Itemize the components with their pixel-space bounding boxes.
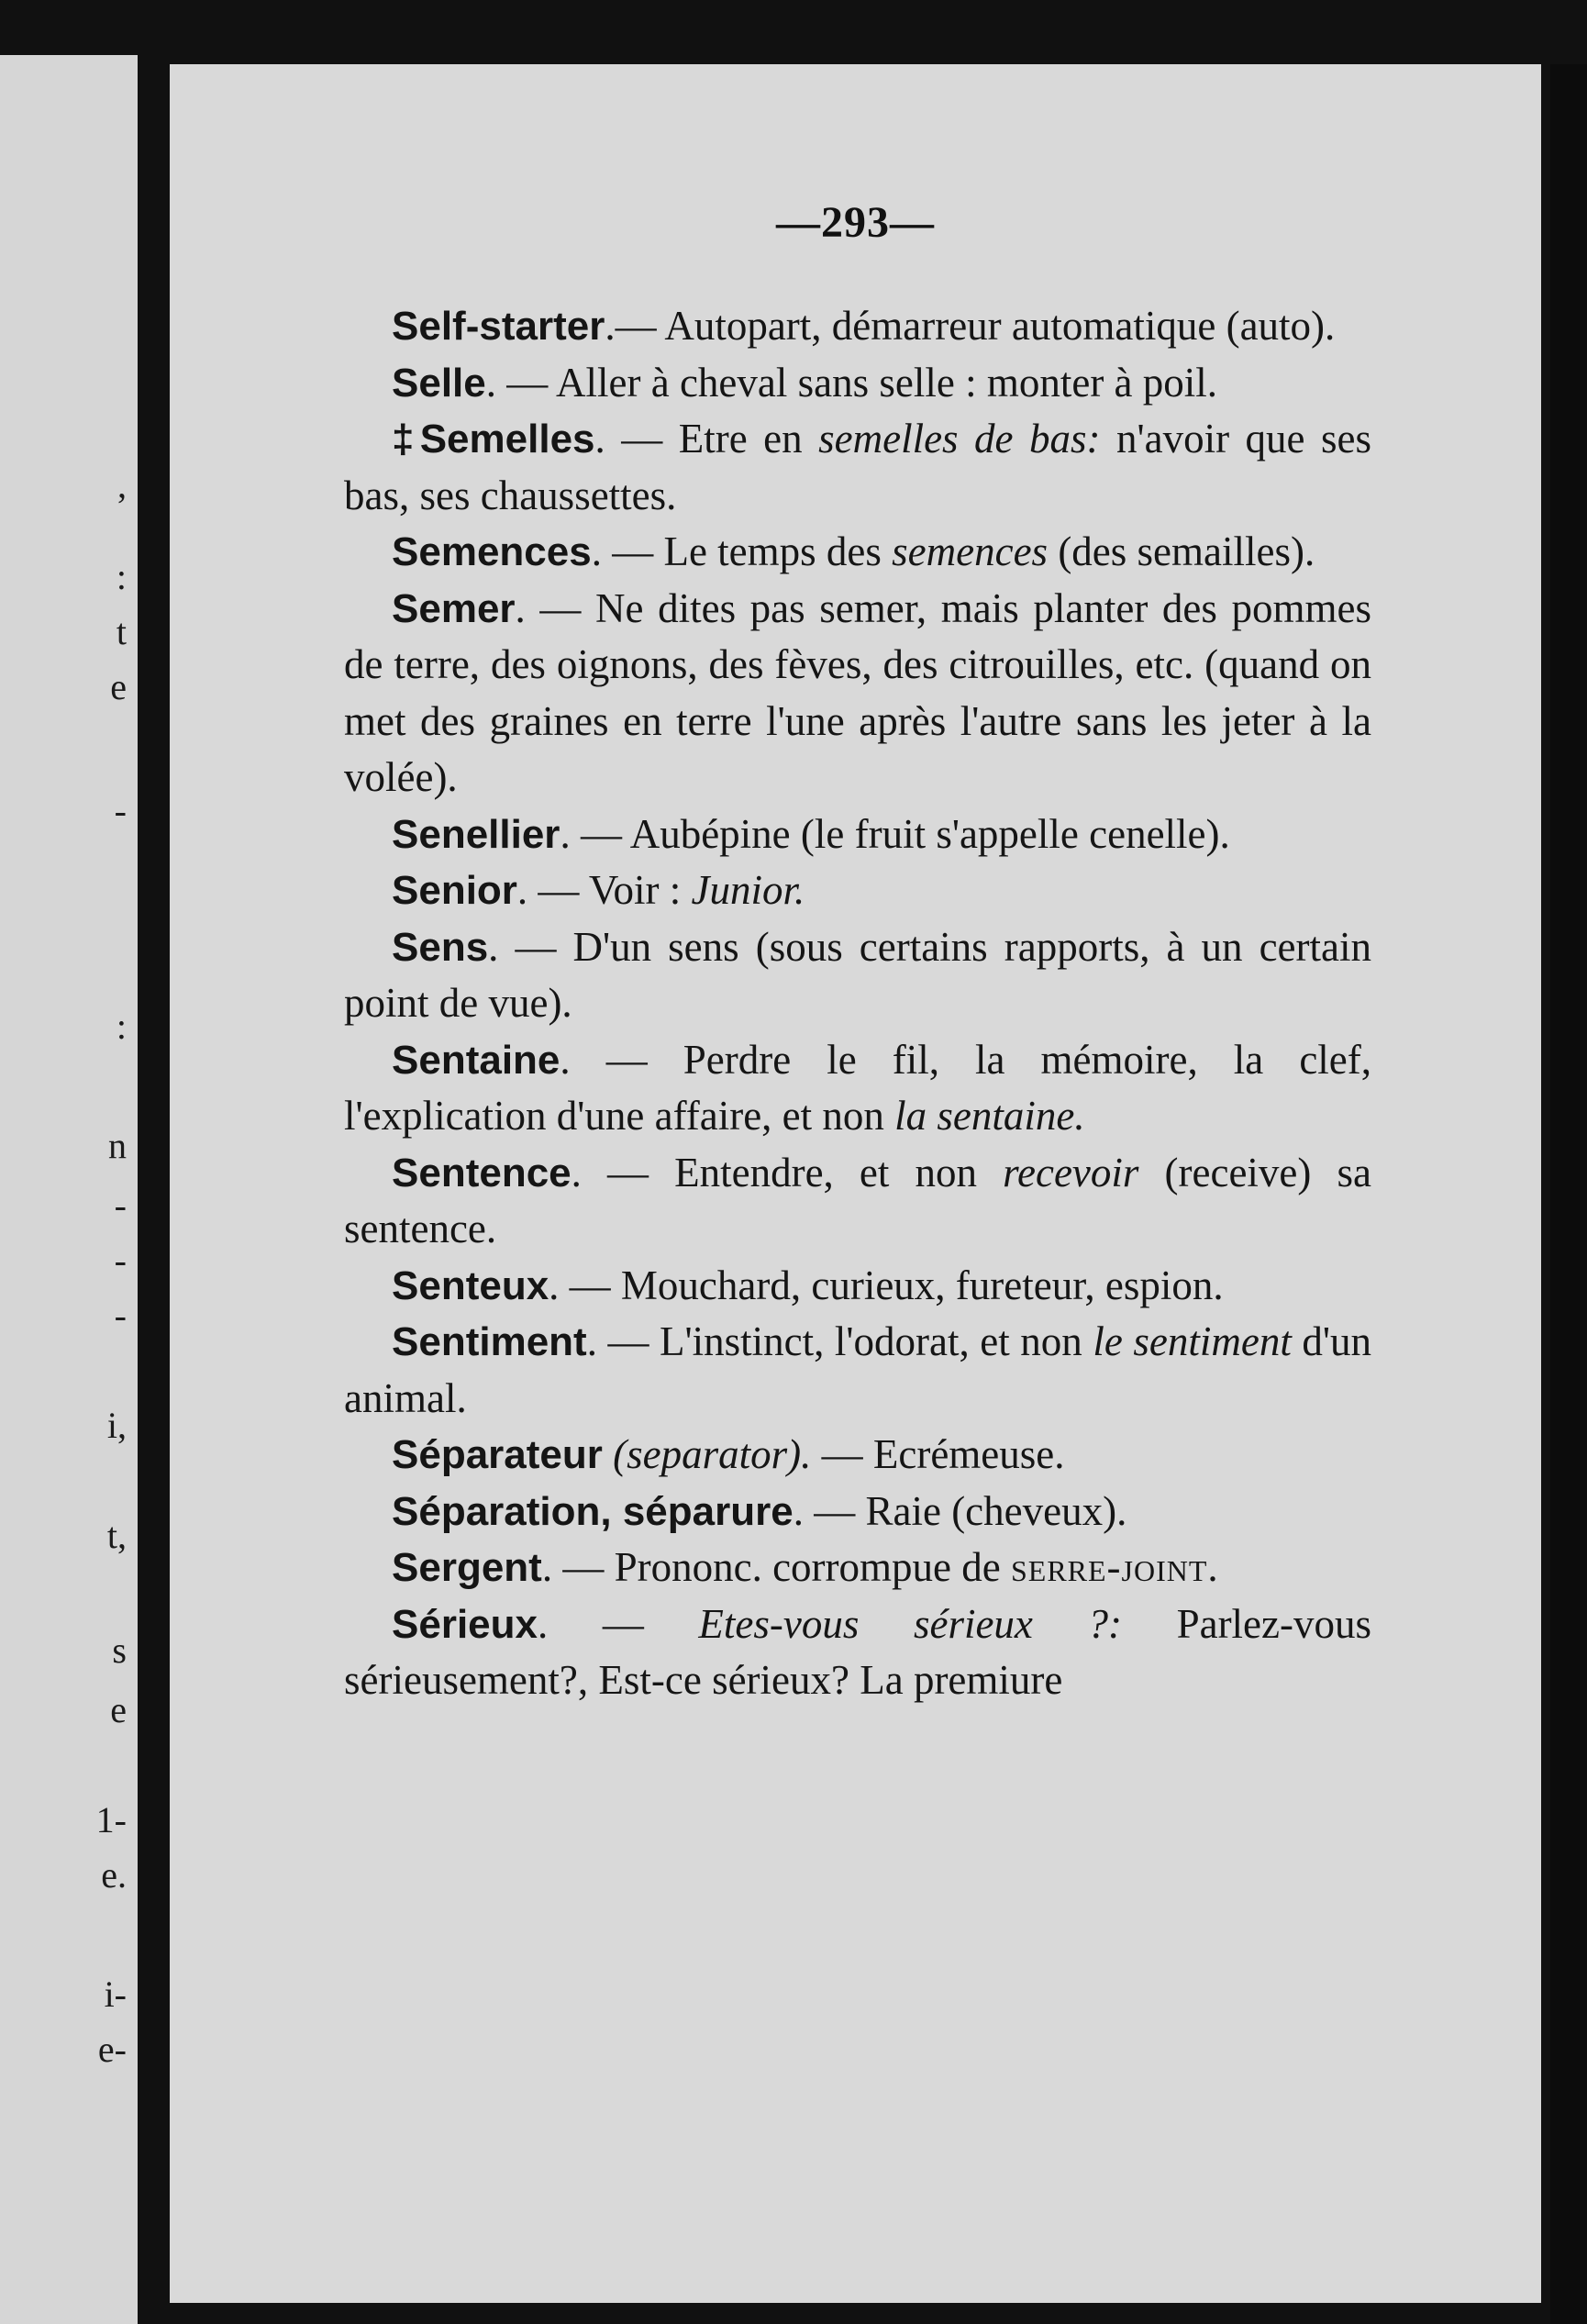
- left-fragment: i-: [104, 1974, 127, 2015]
- left-fragment: ,: [117, 464, 127, 506]
- left-fragment: e: [110, 1689, 127, 1730]
- entry-self-starter: Self-starter.— Autopart, démarreur automatique (auto).: [392, 303, 1336, 349]
- left-fragment: -: [114, 1295, 127, 1336]
- dictionary-entries: [344, 298, 1371, 1709]
- left-fragment: e: [110, 666, 127, 707]
- entry-sentence: Sentence. — Entendre, et non recevoir (receive) sa sentence.: [344, 1149, 1371, 1251]
- left-fragment: t,: [106, 1515, 127, 1556]
- left-fragment: e.: [101, 1854, 127, 1896]
- entry-serieux: Sérieux. — Etes-vous sérieux ?: Parlez-vous sérieusement?, Est-ce sérieux? La premiure: [344, 1600, 1372, 1703]
- left-fragment: -: [114, 790, 127, 831]
- entry-separateur: Séparateur (separator). — Ecrémeuse.: [392, 1431, 1065, 1477]
- left-fragment: i,: [106, 1405, 127, 1446]
- page-number: —293—: [776, 198, 935, 247]
- entry-semelles: ‡Semelles. — Etre en semelles de bas: n'avoir que ses bas, ses chaussettes.: [344, 416, 1371, 518]
- left-fragment: -: [114, 1240, 127, 1281]
- entry-selle: Selle. — Aller à cheval sans selle : monter à poil.: [392, 359, 1218, 406]
- left-fragment: t: [116, 611, 127, 652]
- entry-semences: Semences. — Le temps des semences (des semailles).: [392, 528, 1315, 574]
- entry-semer: Semer. — Ne dites pas semer, mais planter des pommes de terre, des oignons, des fèves, des citrouilles, etc. (quand on met des graines en terre l'une après l'autre sans les jeter à la volée).: [344, 584, 1371, 800]
- entry-separation: Séparation, séparure. — Raie (cheveux).: [392, 1487, 1127, 1534]
- entry-senellier: Senellier. — Aubépine (le fruit s'appelle cenelle).: [392, 810, 1230, 857]
- adjacent-page-edge: [0, 55, 138, 2324]
- left-fragment: n: [108, 1125, 127, 1166]
- entry-sentaine: Sentaine. — Perdre le fil, la mémoire, la clef, l'explication d'une affaire, et non la sentaine.: [344, 1036, 1371, 1139]
- left-fragment: s: [112, 1629, 127, 1671]
- left-fragment: 1-: [95, 1799, 127, 1840]
- book-page: [170, 64, 1541, 2303]
- left-fragment: e-: [97, 2029, 127, 2070]
- entry-sentiment: Sentiment. — L'instinct, l'odorat, et non le sentiment d'un animal.: [344, 1318, 1371, 1421]
- left-fragment: :: [116, 556, 127, 597]
- left-fragment: -: [114, 1184, 127, 1226]
- entry-senior: Senior. — Voir : Junior.: [392, 867, 805, 913]
- left-fragment: :: [116, 1006, 127, 1047]
- entry-senteux: Senteux. — Mouchard, curieux, fureteur, espion.: [392, 1262, 1224, 1308]
- entry-sergent: Sergent. — Prononc. corrompue de serre-joint.: [392, 1544, 1218, 1590]
- entry-sens: Sens. — D'un sens (sous certains rapports, à un certain point de vue).: [344, 923, 1371, 1026]
- right-scan-border: [1550, 64, 1587, 2324]
